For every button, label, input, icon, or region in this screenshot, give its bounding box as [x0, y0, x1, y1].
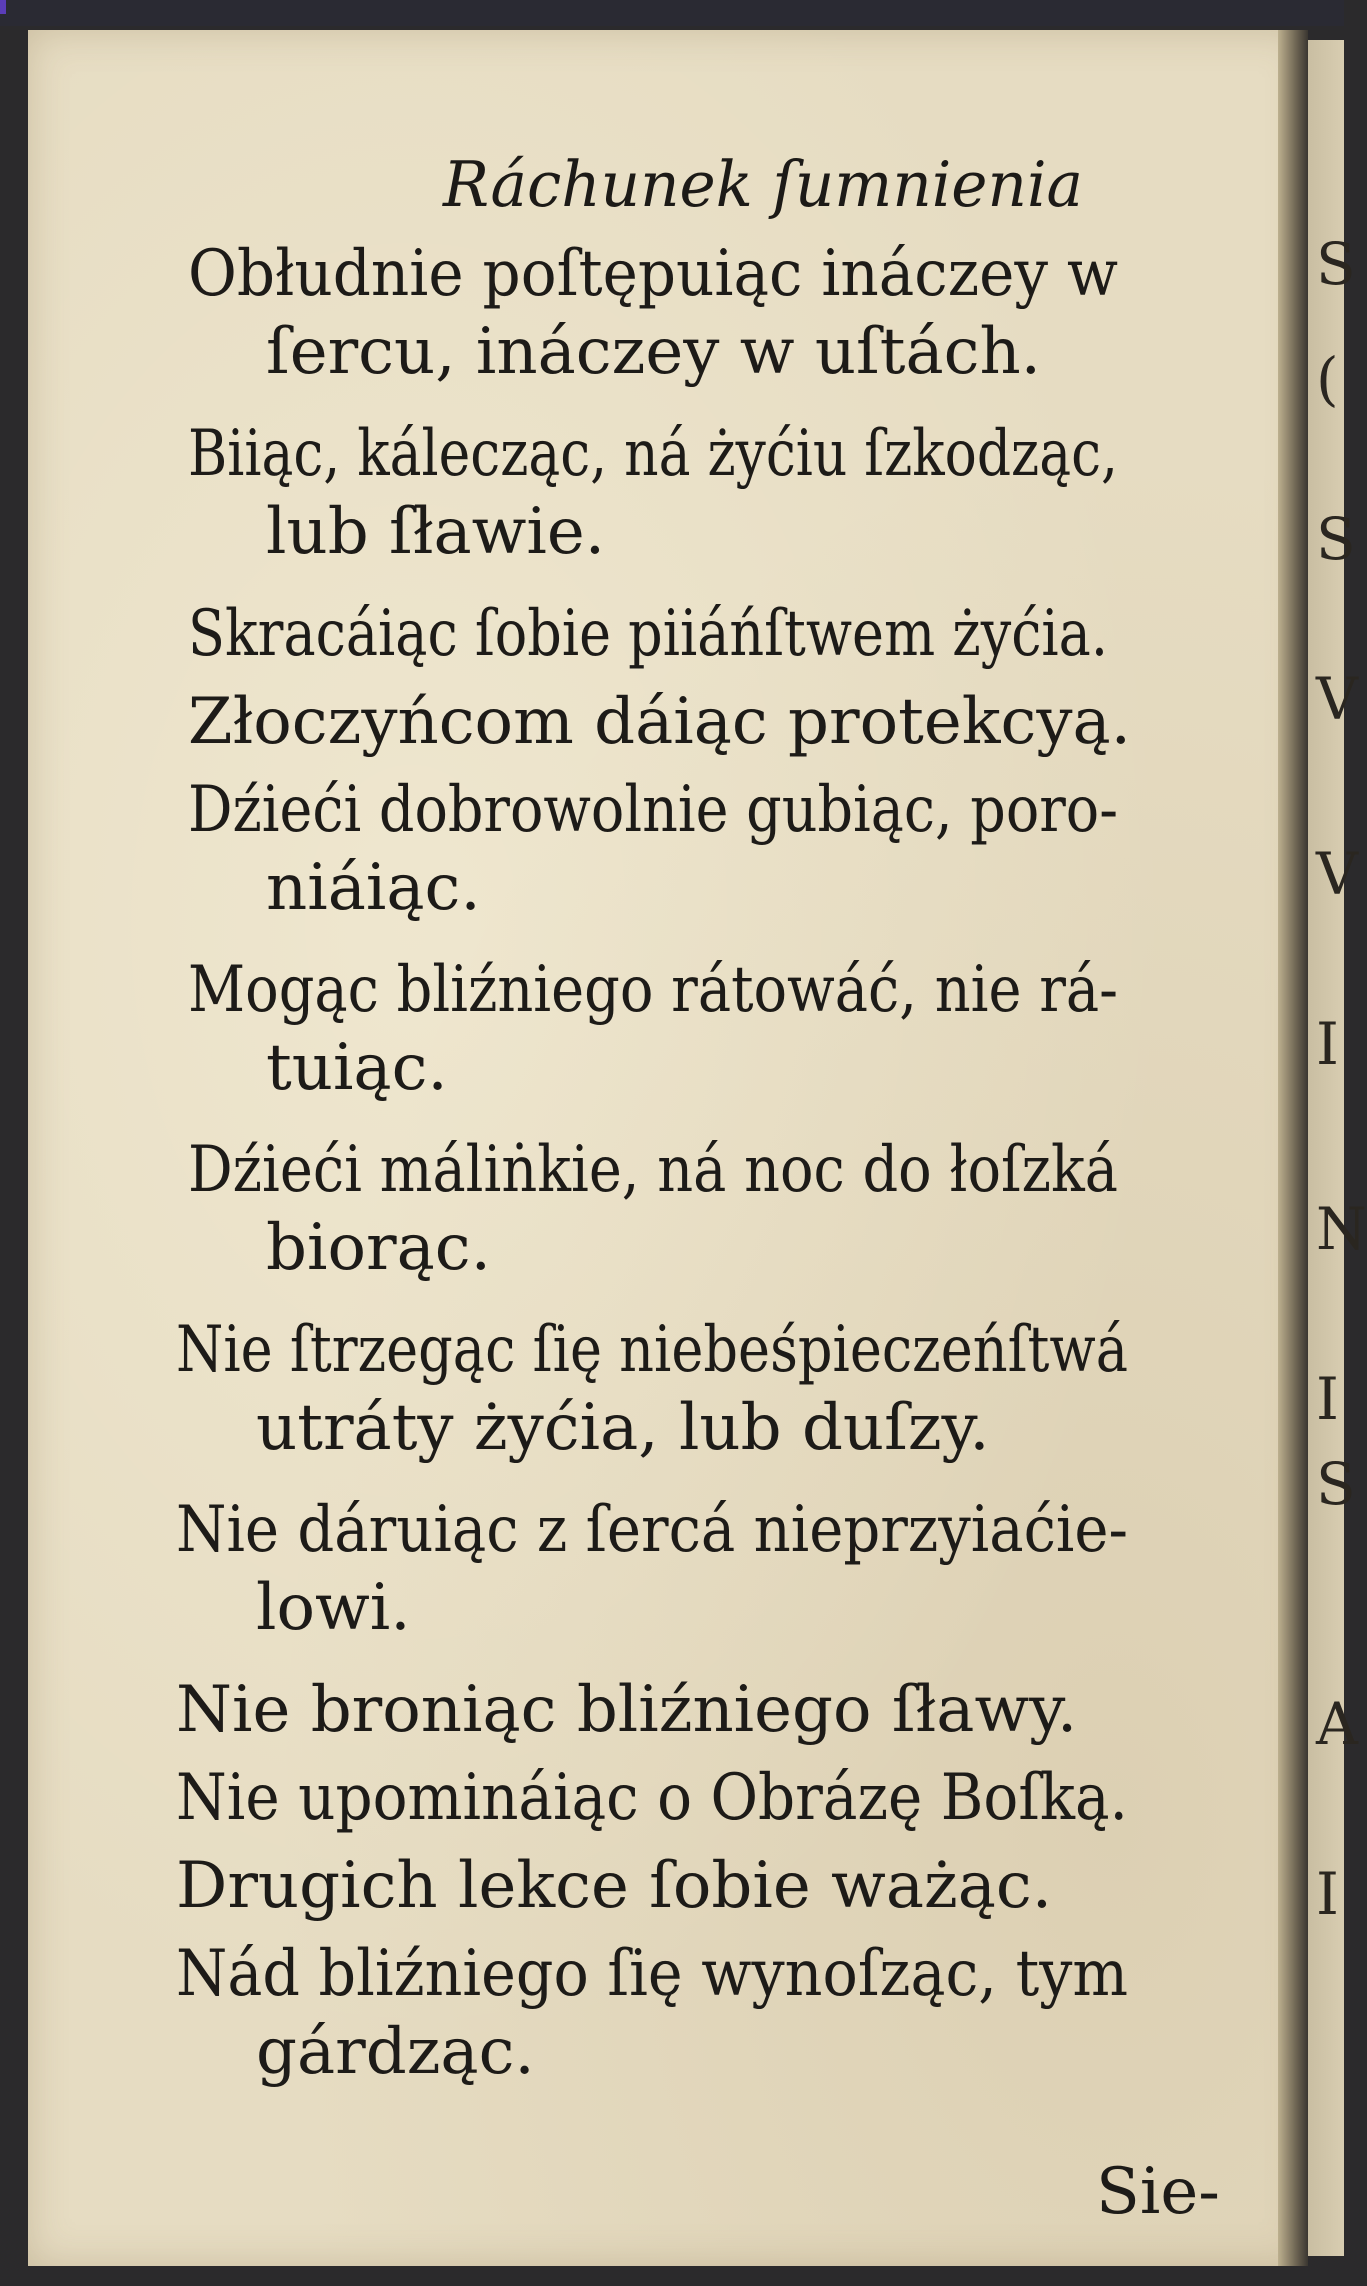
text-line: Dźieći dobrowolnie gubiąc, poro- [188, 773, 1118, 847]
text-line: lowi. [256, 1571, 411, 1645]
facing-page-glyph: S [1316, 505, 1356, 573]
running-title: Ráchunek ſumnienia [443, 148, 1083, 221]
text-line: Nie upomináiąc o Obrázę Boſką. [176, 1761, 1128, 1835]
text-line: Drugich lekce ſobie ważąc. [176, 1849, 1053, 1923]
facing-page-glyph: I [1316, 1010, 1339, 1078]
text-line: Nád bliźniego ſię wynoſząc, tym [176, 1937, 1128, 2011]
text-line: Mogąc bliźniego rátowáć, nie rá- [188, 953, 1118, 1027]
text-line: niáiąc. [266, 851, 481, 925]
text-line: utráty żyćia, lub duſzy. [256, 1391, 990, 1465]
facing-page-glyph: V [1316, 840, 1358, 908]
text-line: Nie ſtrzegąc ſię niebeśpieczeńſtwá [176, 1313, 1128, 1387]
facing-page-glyph: I [1316, 1860, 1339, 1928]
book-page [28, 30, 1306, 2266]
text-line: tuiąc. [266, 1031, 448, 1105]
facing-page-glyph: I [1316, 1365, 1339, 1433]
book-gutter [1278, 30, 1308, 2266]
text-line: gárdząc. [256, 2015, 535, 2089]
text-line: Nie broniąc bliźniego ſławy. [176, 1673, 1078, 1747]
text-line: Skracáiąc ſobie piiáńſtwem żyćia. [188, 597, 1108, 671]
text-line: lub ſławie. [266, 495, 606, 569]
facing-page-glyph: V [1316, 665, 1358, 733]
text-line: Nie dáruiąc z ſercá nieprzyiaćie- [176, 1493, 1128, 1567]
facing-page-glyph: S [1316, 230, 1356, 298]
facing-page-glyph: A [1316, 1690, 1358, 1758]
facing-page-glyph: S [1316, 1450, 1356, 1518]
color-marker [0, 0, 6, 14]
facing-page-glyph: ( [1316, 345, 1339, 413]
text-line: Dźieći máliṅkie, ná noc do łoſzká [188, 1133, 1118, 1207]
scan-top-strip [0, 0, 1344, 26]
text-line: Obłudnie poſtępuiąc ináczey w [188, 237, 1118, 311]
text-line: ſercu, ináczey w uſtách. [266, 315, 1041, 389]
text-line: biorąc. [266, 1211, 491, 1285]
facing-page-glyph: N [1316, 1195, 1367, 1263]
catchword: Sie- [1096, 2155, 1220, 2229]
facing-page-glyphs [1312, 0, 1367, 2286]
text-line: Złoczyńcom dáiąc protekcyą. [188, 685, 1131, 759]
text-line: Biiąc, kálecząc, ná żyćiu ſzkodząc, [188, 417, 1118, 491]
